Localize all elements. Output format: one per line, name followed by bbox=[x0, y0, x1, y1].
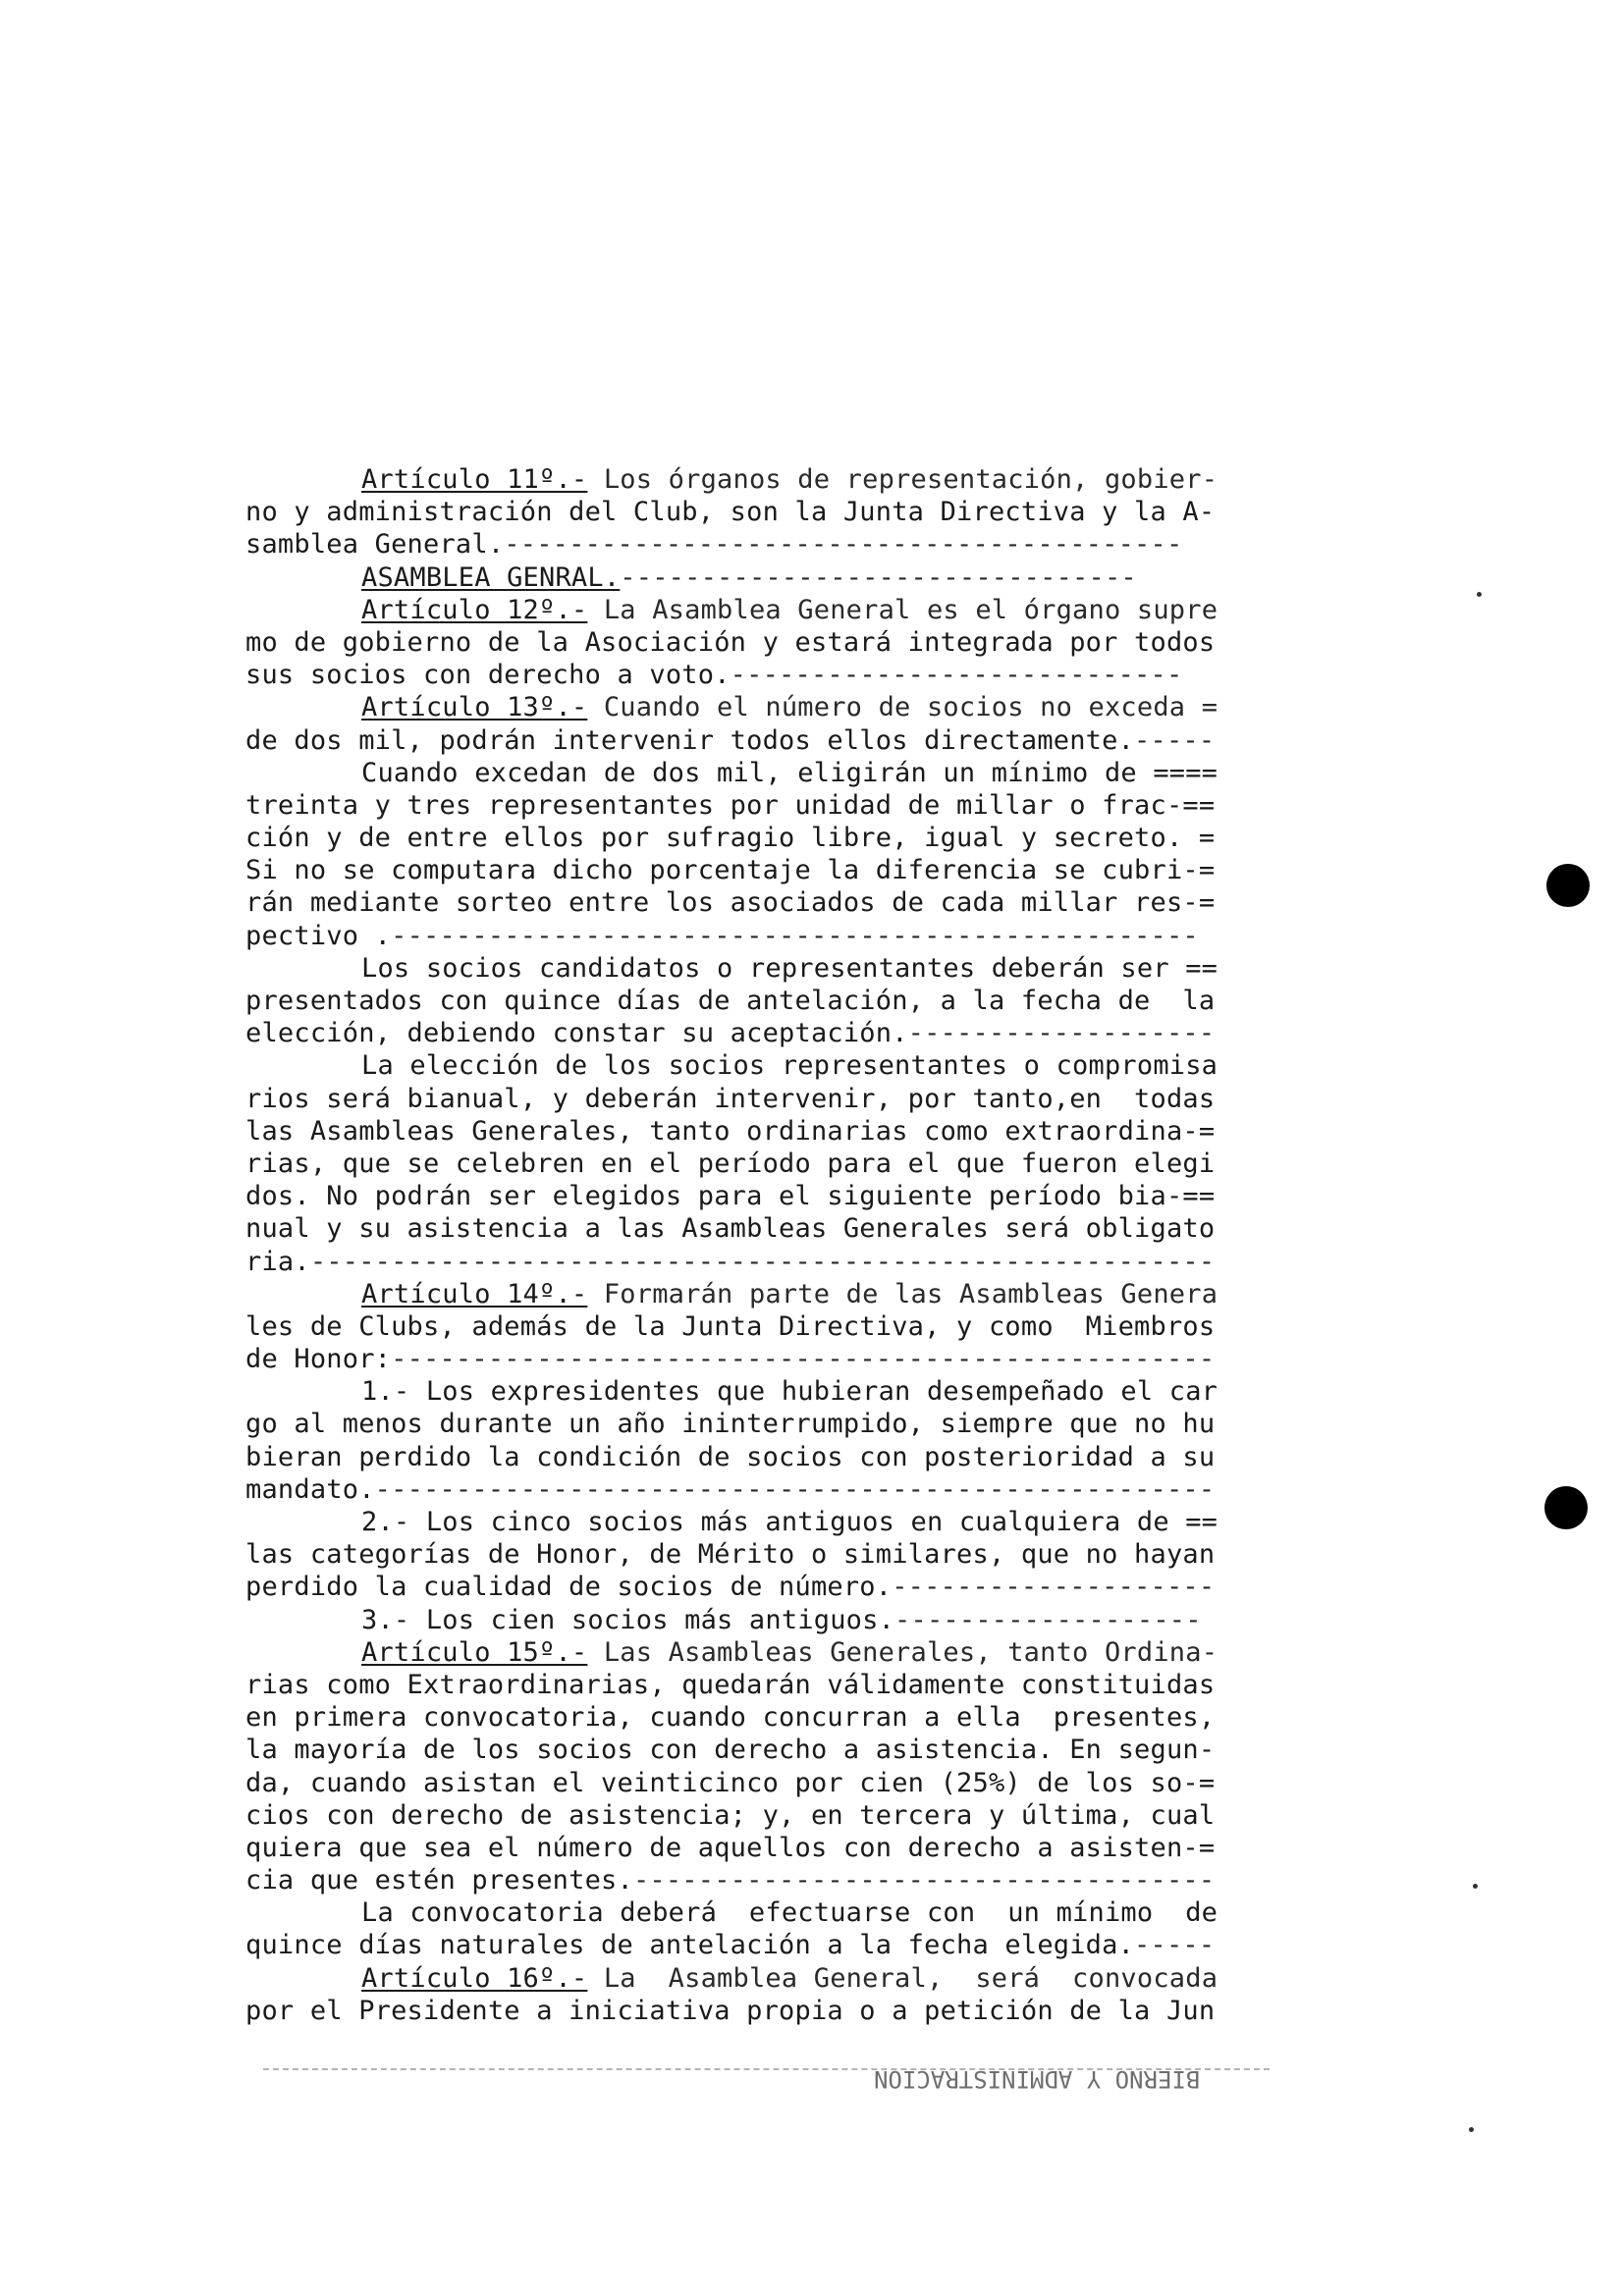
article-heading: Artículo 15º.- bbox=[361, 1636, 588, 1668]
line-text: en primera convocatoria, cuando concurran a ella presentes, bbox=[245, 1702, 1216, 1734]
line-text: dos. No podrán ser elegidos para el siguiente período bia-== bbox=[245, 1181, 1216, 1212]
text-line bbox=[245, 1995, 1247, 2027]
line-text: nual y su asistencia a las Asambleas Generales será obligato bbox=[245, 1213, 1216, 1245]
text-line bbox=[245, 822, 1247, 854]
line-text: presentados con quince días de antelación, a la fecha de la bbox=[245, 986, 1216, 1016]
line-text: rias como Extraordinarias, quedarán válidamente constituidas bbox=[245, 1669, 1216, 1700]
text-line bbox=[245, 463, 1247, 496]
article-heading: Artículo 16º.- bbox=[361, 1962, 588, 1994]
text-line bbox=[245, 1506, 1247, 1538]
line-text: la mayoría de los socios con derecho a asistencia. En segun- bbox=[245, 1735, 1216, 1766]
text-line bbox=[245, 1246, 1247, 1278]
text-line bbox=[245, 496, 1247, 528]
text-line bbox=[245, 1799, 1247, 1832]
line-text: Cuando el número de socios no exceda = bbox=[587, 692, 1218, 723]
text-line bbox=[245, 1049, 1247, 1082]
line-text: quince días naturales de antelación a la fecha elegida. bbox=[245, 1930, 1135, 1961]
text-line bbox=[245, 1212, 1247, 1245]
text-line bbox=[245, 985, 1247, 1017]
line-text: las Asambleas Generales, tanto ordinarias como extraordina-= bbox=[245, 1115, 1216, 1147]
line-text: La convocatoria deberá efectuarse con un mínimo de bbox=[361, 1897, 1218, 1929]
line-text: -------------------------------------------------- bbox=[391, 920, 1199, 951]
text-line bbox=[245, 1310, 1247, 1343]
text-line bbox=[245, 1083, 1247, 1115]
line-text: ---------------------------- bbox=[730, 660, 1183, 691]
line-text: go al menos durante un año ininterrumpido, siempre que no hu bbox=[245, 1409, 1216, 1440]
line-text: ------------------- bbox=[907, 1018, 1216, 1049]
text-line bbox=[245, 594, 1247, 626]
scan-speck bbox=[1469, 2127, 1474, 2132]
text-line bbox=[245, 952, 1247, 985]
text-line bbox=[245, 1408, 1247, 1440]
line-text: -------------------------------- bbox=[620, 561, 1137, 593]
text-line bbox=[245, 561, 1247, 594]
text-line bbox=[245, 1375, 1247, 1408]
line-text: elección, debiendo constar su aceptación. bbox=[245, 1018, 908, 1049]
line-text: ----- bbox=[1134, 1930, 1216, 1961]
line-text: bieran perdido la condición de socios con posterioridad a su bbox=[245, 1441, 1216, 1472]
text-line bbox=[245, 1701, 1247, 1734]
line-text: Si no se computara dicho porcentaje la diferencia se cubri-= bbox=[245, 855, 1216, 886]
line-text: samblea General. bbox=[245, 529, 505, 561]
text-line bbox=[245, 1734, 1247, 1766]
line-text: 1.- Los expresidentes que hubieran desempeñado el car bbox=[361, 1376, 1218, 1408]
line-text: --------------------------------------------------- bbox=[391, 1344, 1216, 1375]
text-line bbox=[245, 1115, 1247, 1148]
text-line bbox=[245, 1636, 1247, 1669]
line-text: pectivo . bbox=[245, 920, 392, 951]
text-line bbox=[245, 1929, 1247, 1961]
article-heading: Artículo 13º.- bbox=[361, 692, 588, 723]
text-line bbox=[245, 1604, 1247, 1636]
scan-speck bbox=[1477, 592, 1482, 597]
document-body bbox=[245, 463, 1247, 2027]
text-line bbox=[245, 789, 1247, 822]
line-text: ------------------------------------------ bbox=[504, 529, 1183, 561]
text-line bbox=[245, 528, 1247, 561]
text-line bbox=[245, 1473, 1247, 1506]
line-text: La Asamblea General, será convocada bbox=[587, 1962, 1218, 1994]
line-text: ción y de entre ellos por sufragio libre, igual y secreto. = bbox=[245, 823, 1216, 854]
line-text: no y administración del Club, son la Junta Directiva y la A- bbox=[245, 497, 1216, 528]
text-line bbox=[245, 691, 1247, 723]
line-text: les de Clubs, además de la Junta Directiva, y como Miembros bbox=[245, 1310, 1216, 1342]
line-text: ------------------- bbox=[894, 1604, 1202, 1635]
text-line bbox=[245, 920, 1247, 952]
text-line bbox=[245, 1017, 1247, 1049]
text-line bbox=[245, 1864, 1247, 1896]
line-text: ---------------------------------------------------- bbox=[374, 1473, 1216, 1505]
text-line bbox=[245, 757, 1247, 789]
line-text: Cuando excedan de dos mil, eligirán un mínimo de ==== bbox=[361, 757, 1218, 788]
text-line bbox=[245, 1571, 1247, 1603]
line-text: Los socios candidatos o representantes deberán ser == bbox=[361, 952, 1218, 984]
line-text: La elección de los socios representantes o compromisa bbox=[361, 1050, 1218, 1082]
line-text: 3.- Los cien socios más antiguos. bbox=[361, 1604, 895, 1635]
line-text: treinta y tres representantes por unidad de millar o frac-== bbox=[245, 789, 1216, 821]
text-line bbox=[245, 1180, 1247, 1212]
text-line bbox=[245, 1669, 1247, 1701]
text-line bbox=[245, 1962, 1247, 1995]
punch-hole bbox=[1546, 864, 1590, 907]
line-text: sus socios con derecho a voto. bbox=[245, 660, 731, 691]
line-text: ----- bbox=[1134, 724, 1216, 756]
article-heading: ASAMBLEA GENRAL. bbox=[361, 561, 621, 593]
line-text: mo de gobierno de la Asociación y estará integrada por todos bbox=[245, 626, 1216, 658]
line-text: La Asamblea General es el órgano supre bbox=[587, 594, 1218, 625]
line-text: rios será bianual, y deberán intervenir, por tanto,en todas bbox=[245, 1083, 1216, 1114]
line-text: por el Presidente a iniciativa propia o a petición de la Jun bbox=[245, 1995, 1216, 2026]
line-text: las categorías de Honor, de Mérito o similares, que no hayan bbox=[245, 1539, 1216, 1571]
line-text: quiera que sea el número de aquellos con derecho a asisten-= bbox=[245, 1832, 1216, 1863]
text-line bbox=[245, 1832, 1247, 1864]
text-line bbox=[245, 1148, 1247, 1180]
line-text: 2.- Los cinco socios más antiguos en cualquiera de == bbox=[361, 1507, 1218, 1537]
line-text: de Honor: bbox=[245, 1344, 392, 1375]
line-text: perdido la cualidad de socios de número. bbox=[245, 1572, 893, 1603]
line-text: Formarán parte de las Asambleas Genera bbox=[587, 1278, 1218, 1309]
text-line bbox=[245, 1278, 1247, 1310]
text-line bbox=[245, 1767, 1247, 1799]
article-heading: Artículo 14º.- bbox=[361, 1278, 588, 1309]
text-line bbox=[245, 1538, 1247, 1571]
line-text: ria. bbox=[245, 1246, 310, 1277]
punch-hole bbox=[1544, 1486, 1588, 1529]
line-text: mandato. bbox=[245, 1473, 375, 1505]
text-line bbox=[245, 724, 1247, 757]
line-text: Los órganos de representación, gobier- bbox=[587, 464, 1218, 495]
line-text: ------------------------------------ bbox=[632, 1865, 1216, 1896]
text-line bbox=[245, 1343, 1247, 1375]
line-text: de dos mil, podrán intervenir todos ellos directamente. bbox=[245, 724, 1135, 756]
line-text: da, cuando asistan el veinticinco por cien (25%) de los so-= bbox=[245, 1767, 1216, 1798]
scan-speck bbox=[1473, 1884, 1478, 1889]
footer-bleedthrough-text: BIERNO Y ADMINISTRACION bbox=[874, 2065, 1201, 2093]
text-line bbox=[245, 854, 1247, 886]
text-line bbox=[245, 1441, 1247, 1473]
article-heading: Artículo 11º.- bbox=[361, 464, 588, 495]
text-line bbox=[245, 659, 1247, 691]
line-text: rias, que se celebren en el período para el que fueron elegi bbox=[245, 1148, 1216, 1179]
line-text: -------------------------------------------------------- bbox=[309, 1246, 1216, 1277]
text-line bbox=[245, 1896, 1247, 1929]
line-text: cia que estén presentes. bbox=[245, 1865, 633, 1896]
line-text: Las Asambleas Generales, tanto Ordina- bbox=[587, 1636, 1218, 1668]
line-text: rán mediante sorteo entre los asociados de cada millar res-= bbox=[245, 887, 1216, 919]
line-text: -------------------- bbox=[892, 1572, 1216, 1603]
article-heading: Artículo 12º.- bbox=[361, 594, 588, 625]
text-line bbox=[245, 626, 1247, 659]
line-text: cios con derecho de asistencia; y, en tercera y última, cual bbox=[245, 1799, 1216, 1831]
text-line bbox=[245, 886, 1247, 919]
